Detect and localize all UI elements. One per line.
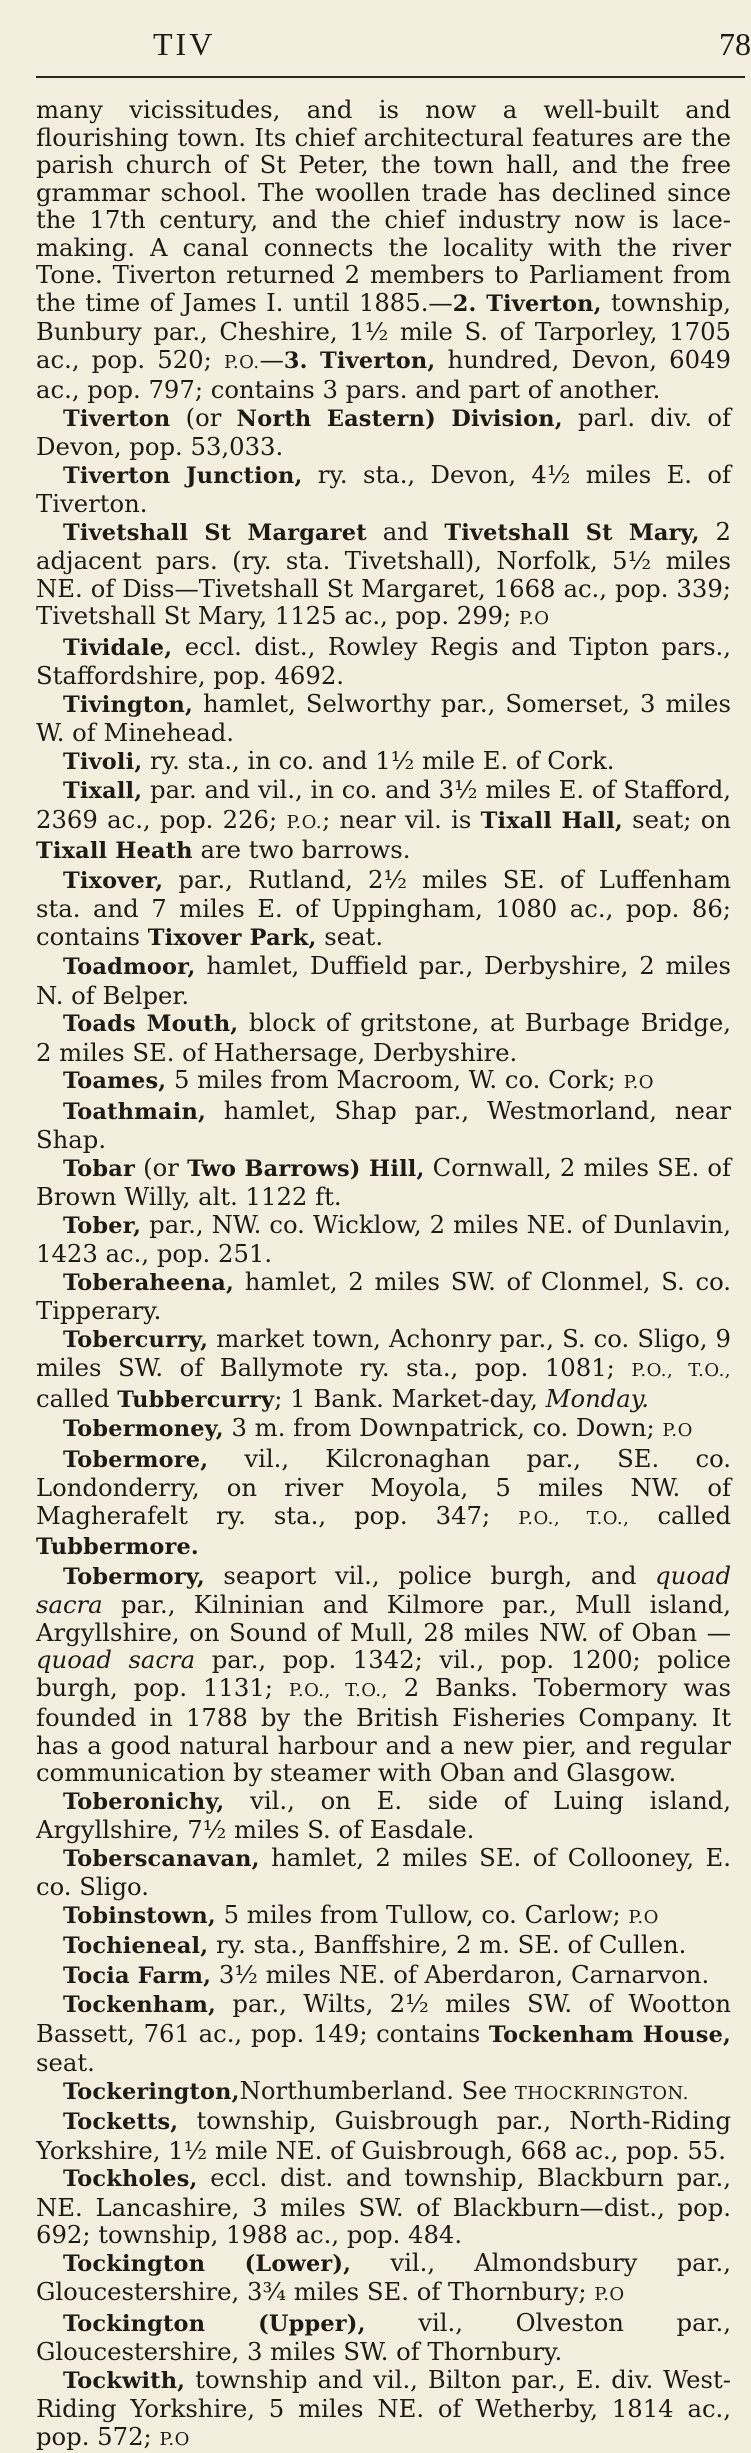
gazetteer-entry	[36, 2077, 731, 2108]
gazetteer-entry	[36, 1901, 731, 1932]
entry-text: vil., Olveston par., Gloucestershire, 3 miles SW. of Thornbury.	[36, 2308, 731, 2367]
entry-headword: Tockerington,	[63, 2079, 240, 2105]
entry-headword: Tixover Park,	[148, 925, 317, 951]
entry-headword: Toads Mouth,	[63, 1011, 238, 1037]
gazetteer-entry	[36, 2107, 731, 2164]
entry-abbreviation: P.O	[624, 1072, 654, 1093]
running-head-title: TIV	[153, 26, 215, 63]
entry-text: township and vil., Bilton par., E. div. West-Riding Yorkshire, 5 miles NE. of Wetherby, 1814 ac., pop. 572;	[36, 2365, 731, 2451]
entry-text: par., Rutland, 2½ miles SE. of Luffenham sta. and 7 miles E. of Uppingham, 1080 ac., pop. 86; contains	[36, 865, 731, 951]
entry-text: hamlet, 2 miles SE. of Collooney, E. co. Sligo.	[36, 1843, 731, 1902]
entry-headword: Tobermory,	[63, 1564, 205, 1590]
entry-headword: Toadmoor,	[63, 954, 196, 980]
entry-italic-text: Monday.	[546, 1384, 649, 1413]
entry-headword: Toathmain,	[63, 1099, 206, 1125]
running-head	[36, 0, 745, 78]
gazetteer-entry	[36, 1414, 731, 1445]
entry-text: seat.	[36, 2048, 95, 2077]
entry-text: eccl. dist., Rowley Regis and Tipton pars., Staffordshire, pop. 4692.	[36, 632, 731, 691]
entry-text: 2 Banks. Tobermory was founded in 1788 by the British Fisheries Company. It has a good natural harbour and a new pier, and regular communication by steamer with Oban and Glasgow.	[36, 1673, 731, 1788]
entry-headword: Tividale,	[63, 635, 172, 661]
entry-text: vil., Almondsbury par., Gloucestershire, 3¾ miles SE. of Thornbury;	[36, 2248, 731, 2307]
entry-headword: Toberaheena,	[63, 1270, 234, 1296]
gazetteer-entry	[36, 404, 731, 461]
entry-headword: Tobar	[63, 1156, 135, 1182]
entry-text: hamlet, Shap par., Westmorland, near Shap.	[36, 1096, 731, 1155]
entry-list	[36, 78, 731, 2453]
entry-text: 5 miles from Tullow, co. Carlow;	[216, 1900, 629, 1929]
entry-text: vil., Kilcronaghan par., SE. co. Londonderry, on river Moyola, 5 miles NW. of Magherafelt ry. sta., pop. 347;	[36, 1444, 731, 1530]
gazetteer-entry	[36, 1787, 731, 1844]
gazetteer-entry	[36, 747, 731, 777]
entry-text: called	[36, 1384, 117, 1413]
entry-text: ry. sta., Devon, 4½ miles E. of Tiverton.	[36, 460, 731, 519]
entry-headword: Tivoli,	[63, 749, 142, 775]
entry-headword: North Eastern) Division,	[237, 406, 563, 432]
gazetteer-entry	[36, 518, 731, 633]
entry-headword: Tubbercurry	[117, 1387, 274, 1413]
entry-text: 3 m. from Downpatrick, co. Down;	[224, 1413, 663, 1442]
gazetteer-entry	[36, 1990, 731, 2077]
entry-headword: Tockenham House,	[489, 2022, 731, 2048]
entry-headword: Tockington (Upper),	[63, 2311, 366, 2337]
gazetteer-entry	[36, 1844, 731, 1901]
gazetteer-entry	[36, 690, 731, 747]
gazetteer-entry	[36, 633, 731, 690]
entry-headword: Toames,	[63, 1068, 166, 1094]
gazetteer-entry	[36, 866, 731, 953]
entry-abbreviation: P.O., T.O.,	[518, 1508, 629, 1529]
entry-abbreviation: P.O	[628, 1907, 658, 1928]
entry-headword: Tixover,	[63, 868, 163, 894]
gazetteer-entry	[36, 1009, 731, 1066]
entry-headword: Tivington,	[63, 692, 193, 718]
gazetteer-entry	[36, 2249, 731, 2309]
entry-headword: 3. Tiverton,	[284, 348, 436, 374]
entry-headword: 2. Tiverton,	[453, 291, 602, 317]
entry-text: par., NW. co. Wicklow, 2 miles NE. of Dunlavin, 1423 ac., pop. 251.	[36, 1210, 731, 1269]
gazetteer-entry	[36, 461, 731, 518]
entry-text: seat.	[317, 922, 384, 951]
entry-text: par., Kilninian and Kilmore par., Mull island, Argyllshire, on Sound of Mull, 28 miles NW. of Oban —	[36, 1590, 731, 1647]
entry-headword: Tobinstown,	[63, 1903, 216, 1929]
entry-headword: Toberscanavan,	[63, 1846, 260, 1872]
gazetteer-entry	[36, 1154, 731, 1211]
entry-abbreviation: THOCKRINGTON.	[515, 2083, 689, 2104]
entry-headword: Tiverton	[63, 406, 170, 432]
gazetteer-entry	[36, 2366, 731, 2453]
entry-text: (or	[135, 1153, 187, 1182]
gazetteer-entry	[36, 1211, 731, 1268]
gazetteer-entry	[36, 2164, 731, 2249]
entry-text: par., Wilts, 2½ miles SW. of Wootton Bassett, 761 ac., pop. 149; contains	[36, 1989, 731, 2048]
gazetteer-entry	[36, 952, 731, 1009]
entry-headword: Tiverton Junction,	[63, 463, 302, 489]
entry-text: hamlet, Duffield par., Derbyshire, 2 miles N. of Belper.	[36, 951, 731, 1010]
entry-abbreviation: P.O.	[224, 352, 260, 373]
entry-text: ; 1 Bank. Market-day,	[274, 1384, 545, 1413]
entry-headword: Tobermoney,	[63, 1416, 224, 1442]
entry-headword: Tubbermore.	[36, 1534, 199, 1560]
entry-headword: Tixall,	[63, 778, 142, 804]
entry-headword: Tivetshall St Mary,	[444, 520, 699, 546]
entry-text: township, Bunbury par., Cheshire, 1½ mile S. of Tarporley, 1705 ac., pop. 520;	[36, 288, 731, 374]
entry-text: ry. sta., Banffshire, 2 m. SE. of Cullen.	[208, 1930, 686, 1959]
entry-headword: Tixall Hall,	[481, 808, 623, 834]
gazetteer-entry	[36, 1097, 731, 1154]
gazetteer-entry	[36, 776, 731, 866]
entry-headword: Tobercurry,	[63, 1327, 208, 1353]
entry-abbreviation: P.O	[159, 2429, 189, 2450]
entry-text: market town, Achonry par., S. co. Sligo, 9 miles SW. of Ballymote ry. sta., pop. 1081;	[36, 1324, 731, 1383]
gazetteer-entry	[36, 2309, 731, 2366]
gazetteer-entry	[36, 1931, 731, 1961]
entry-headword: Tivetshall St Margaret	[63, 520, 367, 546]
entry-text: hundred, Devon, 6049 ac., pop. 797; contains 3 pars. and part of another.	[36, 345, 731, 405]
entry-text: vil., on E. side of Luing island, Argyllshire, 7½ miles S. of Easdale.	[36, 1786, 731, 1845]
entry-text: township, Guisbrough par., North-Riding Yorkshire, 1½ mile NE. of Guisbrough, 668 ac., pop. 55.	[36, 2106, 731, 2165]
page-number: 78	[719, 26, 751, 63]
gazetteer-entry	[36, 96, 731, 404]
entry-text: par., pop. 1342; vil., pop. 1200; police burgh, pop. 1131;	[36, 1645, 731, 1702]
gazetteer-entry	[36, 1562, 731, 1787]
entry-abbreviation: P.O.	[286, 812, 322, 833]
entry-abbreviation: P.O	[594, 2284, 624, 2305]
entry-headword: Tockenham,	[63, 1992, 216, 2018]
entry-headword: Tockwith,	[63, 2368, 185, 2394]
entry-text: eccl. dist. and township, Blackburn par., NE. Lancashire, 3 miles SW. of Blackburn—dist., pop. 692; township, 1988 ac., pop. 484.	[36, 2163, 731, 2249]
entry-headword: Tocia Farm,	[63, 1963, 211, 1989]
entry-headword: Tobermore,	[63, 1447, 208, 1473]
entry-italic-text: quoad sacra	[36, 1645, 195, 1674]
entry-text: hamlet, Selworthy par., Somerset, 3 miles W. of Minehead.	[36, 689, 731, 748]
entry-abbreviation: P.O	[662, 1420, 692, 1441]
entry-text: block of gritstone, at Burbage Bridge, 2 miles SE. of Hathersage, Derbyshire.	[36, 1008, 731, 1067]
entry-italic-text: quoad sacra	[36, 1561, 731, 1620]
entry-text: Cornwall, 2 miles SE. of Brown Willy, alt. 1122 ft.	[36, 1153, 731, 1212]
entry-text: 3½ miles NE. of Aberdaron, Carnarvon.	[211, 1960, 709, 1989]
entry-text: called	[629, 1501, 731, 1530]
entry-headword: Tockholes,	[63, 2166, 198, 2192]
entry-text: par. and vil., in co. and 3½ miles E. of Stafford, 2369 ac., pop. 226;	[36, 775, 731, 834]
entry-text: seat; on	[623, 805, 731, 834]
entry-text: parl. div. of Devon, pop. 53,033.	[36, 403, 731, 462]
entry-headword: Tixall Heath	[36, 838, 193, 864]
entry-text: 5 miles from Macroom, W. co. Cork;	[166, 1065, 623, 1094]
entry-text: many vicissitudes, and is now a well-built and flourishing town. Its chief architectural features are the parish church of St Peter, the town hall, and the free grammar school. The woollen trade has declined since the 17th century, and the chief industry now is lace-making. A canal connects the locality with the river Tone. Tiverton returned 2 members to Parliament from the time of James I. until 1885.—	[36, 95, 731, 317]
entry-text: hamlet, 2 miles SW. of Clonmel, S. co. Tipperary.	[36, 1267, 731, 1326]
entry-headword: Tochieneal,	[63, 1933, 208, 1959]
entry-abbreviation: P.O., T.O.,	[289, 1680, 388, 1701]
gazetteer-entry	[36, 1325, 731, 1415]
entry-headword: Tockington (Lower),	[63, 2251, 351, 2277]
entry-text: ; near vil. is	[322, 805, 481, 834]
entry-text: Northumberland. See	[240, 2076, 515, 2105]
entry-text: and	[367, 517, 445, 546]
gazetteer-entry	[36, 1066, 731, 1097]
entry-text: ry. sta., in co. and 1½ mile E. of Cork.	[142, 746, 614, 775]
entry-text: are two barrows.	[193, 835, 411, 864]
entry-headword: Tober,	[63, 1213, 141, 1239]
entry-text: seaport vil., police burgh, and	[205, 1561, 655, 1590]
entry-text: 2 adjacent pars. (ry. sta. Tivetshall), Norfolk, 5½ miles NE. of Diss—Tivetshall St Margaret, 1668 ac., pop. 339; Tivetshall St Mary, 1125 ac., pop. 299;	[36, 517, 731, 631]
gazetteer-entry	[36, 1445, 731, 1562]
entry-text: —	[260, 345, 284, 374]
entry-abbreviation: P.O., T.O.,	[631, 1360, 731, 1381]
entry-abbreviation: P.O	[519, 608, 549, 629]
entry-headword: Toberonichy,	[63, 1789, 224, 1815]
entry-text: (or	[170, 403, 236, 432]
entry-headword: Two Barrows) Hill,	[187, 1156, 424, 1182]
gazetteer-entry	[36, 1961, 731, 1991]
entry-headword: Tocketts,	[63, 2109, 178, 2135]
gazetteer-entry	[36, 1268, 731, 1325]
